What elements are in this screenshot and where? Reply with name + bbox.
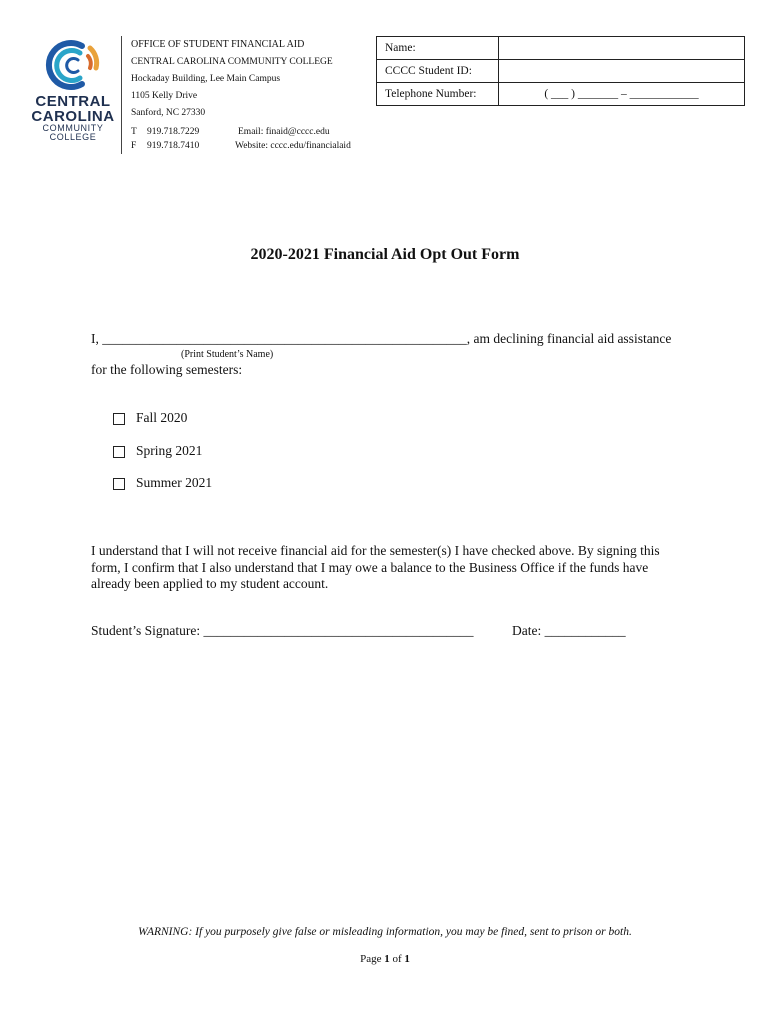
form-title: 2020-2021 Financial Aid Opt Out Form: [250, 246, 520, 263]
logo-line-carolina: CAROLINA: [31, 108, 115, 125]
fall-2020-label: Fall 2020: [136, 410, 188, 425]
office-phone-prefix: T: [131, 127, 137, 137]
spring-2021-label: Spring 2021: [136, 443, 203, 458]
telephone-label: Telephone Number:: [377, 83, 499, 106]
signature-field[interactable]: Student’s Signature: ________________________________________: [91, 623, 474, 638]
name-field[interactable]: [499, 37, 745, 60]
telephone-field[interactable]: ( ___ ) _______ – ____________: [499, 83, 745, 106]
office-street: 1105 Kelly Drive: [131, 91, 198, 101]
logo-line-college: COLLEGE: [49, 132, 97, 142]
date-field[interactable]: Date: ____________: [512, 623, 626, 638]
page-current: 1: [384, 953, 390, 965]
summer-2021-label: Summer 2021: [136, 475, 213, 490]
fall-2020-checkbox[interactable]: [113, 413, 125, 425]
logo-line-community: COMMUNITY: [42, 123, 104, 133]
office-fax: 919.718.7410: [147, 141, 200, 151]
name-label: Name:: [377, 37, 499, 60]
spring-2021-checkbox[interactable]: [113, 446, 125, 458]
acknowledgement-text: I understand that I will not receive financial aid for the semester(s) I have checked above. By signing this form, I confirm that I also understand that I may owe a balance to the Business Office if the funds have already been applied to my student account.: [91, 543, 660, 591]
logo-line-central: CENTRAL: [35, 93, 111, 110]
page-of: of: [392, 953, 402, 965]
office-college: CENTRAL CAROLINA COMMUNITY COLLEGE: [131, 57, 333, 67]
legal-warning: WARNING: If you purposely give false or misleading information, you may be fined, sent to prison or both.: [138, 926, 632, 938]
office-website: Website: cccc.edu/financialaid: [235, 141, 351, 151]
student-info-table: [376, 36, 745, 106]
semesters-intro: for the following semesters:: [91, 362, 243, 377]
student-id-field[interactable]: [499, 60, 745, 83]
office-title: OFFICE OF STUDENT FINANCIAL AID: [131, 39, 305, 50]
college-logo-arcs: [30, 38, 116, 94]
office-building: Hockaday Building, Lee Main Campus: [131, 74, 281, 84]
print-name-caption: (Print Student’s Name): [181, 349, 274, 360]
office-city: Sanford, NC 27330: [131, 108, 206, 118]
page-total: 1: [404, 953, 410, 965]
college-logo: [30, 38, 116, 148]
office-phone: 919.718.7229: [147, 127, 200, 137]
office-fax-prefix: F: [131, 141, 137, 151]
declaration-line[interactable]: I, ______________________________________________________, am declining financial aid assistance: [91, 331, 672, 346]
student-id-label: CCCC Student ID:: [377, 60, 499, 83]
summer-2021-checkbox[interactable]: [113, 478, 125, 490]
page-number: [0, 953, 770, 965]
header-divider: [121, 36, 122, 154]
page-prefix: Page: [360, 953, 382, 965]
office-email: Email: finaid@cccc.edu: [238, 127, 330, 137]
